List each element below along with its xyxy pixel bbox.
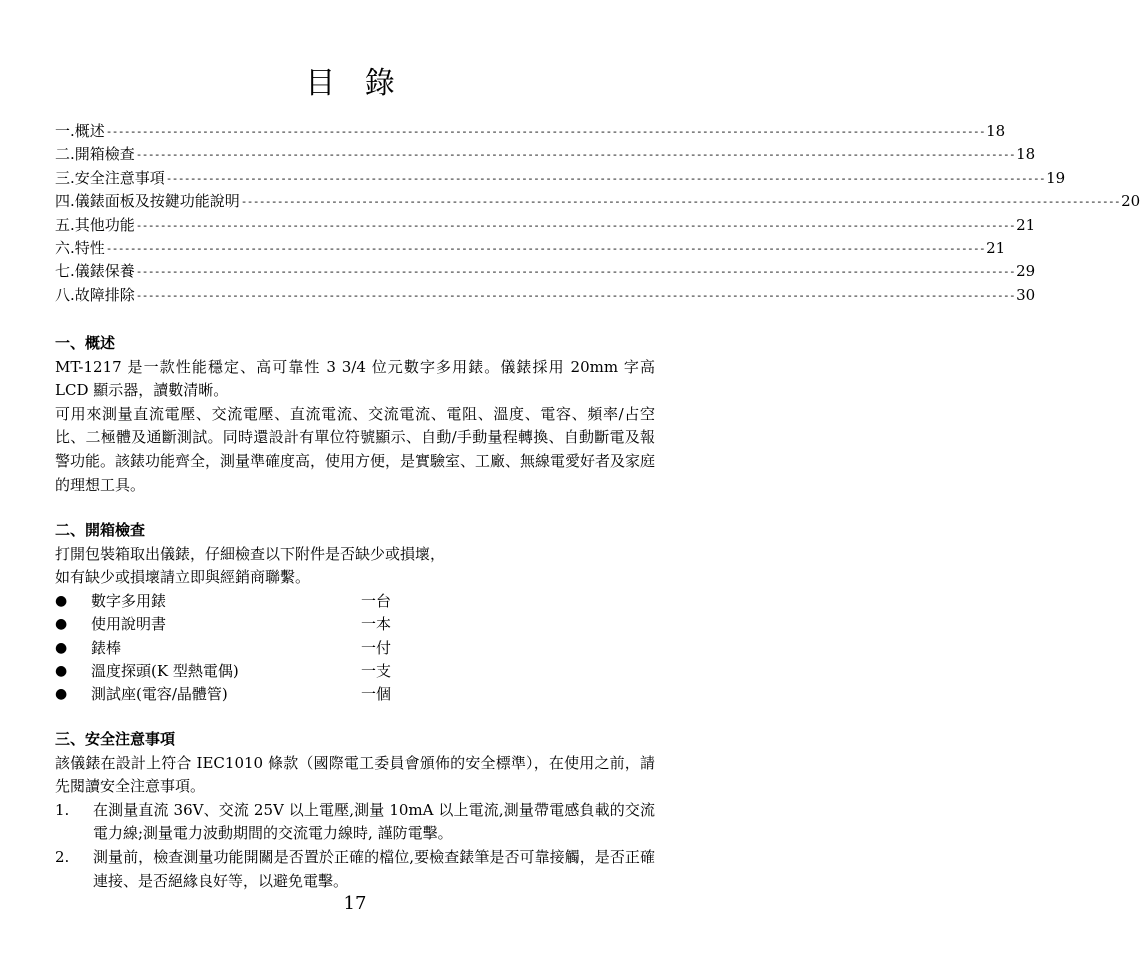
toc-label: 七.儀錶保養 bbox=[55, 262, 135, 281]
overview-paragraph-1: MT-1217 是一款性能穩定、高可靠性 3 3/4 位元數字多用錶。儀錶採用 20mm 字高 LCD 顯示器，讀數清晰。 bbox=[55, 357, 655, 400]
item-text: 測量前，檢查測量功能開關是否置於正確的檔位,要檢查錶筆是否可靠接觸，是否正確連接、是否絕緣良好等，以避免電擊。 bbox=[93, 847, 655, 890]
list-item bbox=[55, 590, 655, 613]
toc-entry bbox=[55, 214, 1036, 237]
item-quantity: 一本 bbox=[361, 615, 392, 634]
section-heading: 一、概述 bbox=[55, 334, 116, 352]
item-name: 錶棒 bbox=[91, 638, 122, 657]
toc-page-number: 19 bbox=[1046, 168, 1066, 187]
toc-label: 三.安全注意事項 bbox=[55, 168, 165, 187]
document-page bbox=[55, 0, 1140, 954]
toc-entry bbox=[55, 167, 1066, 190]
section-heading: 三、安全注意事項 bbox=[55, 730, 176, 748]
overview-paragraph-2: 可用來測量直流電壓、交流電壓、直流電流、交流電流、電阻、溫度、電容、頻率/占空比、二極體及通斷測試。同時還設計有單位符號顯示、自動/手動量程轉換、自動斷電及報警功能。該錶功能齊全，測量準確度高，使用方便，是實驗室、工廠、無線電愛好者及家庭的理想工具。 bbox=[55, 404, 656, 494]
table-of-contents bbox=[55, 120, 1140, 307]
toc-leader: -------------------------------------------------------------------------------------------------------------------------------------------------- bbox=[135, 288, 1016, 302]
section-unpacking bbox=[55, 519, 655, 707]
toc-entry bbox=[55, 284, 1036, 307]
toc-leader: -------------------------------------------------------------------------------------------------------------------------------------------------- bbox=[105, 124, 986, 138]
toc-page-number: 18 bbox=[1016, 145, 1036, 164]
item-name: 數字多用錶 bbox=[91, 591, 167, 610]
safety-item bbox=[55, 846, 655, 893]
toc-label: 八.故障排除 bbox=[55, 285, 135, 304]
page-title: 目 錄 bbox=[305, 66, 405, 101]
bullet-icon: ● bbox=[55, 592, 68, 609]
bullet-icon: ● bbox=[55, 662, 68, 679]
toc-label: 四.儀錶面板及按鍵功能說明 bbox=[55, 192, 240, 211]
list-item bbox=[55, 683, 655, 706]
toc-leader: -------------------------------------------------------------------------------------------------------------------------------------------------- bbox=[135, 265, 1016, 279]
item-number: 1. bbox=[55, 800, 70, 819]
item-quantity: 一個 bbox=[361, 685, 392, 704]
page-number: 17 bbox=[343, 893, 367, 914]
unpacking-text-2: 如有缺少或損壞請立即與經銷商聯繫。 bbox=[55, 568, 311, 587]
list-item bbox=[55, 660, 655, 683]
toc-page-number: 18 bbox=[986, 121, 1006, 140]
list-item bbox=[55, 613, 655, 636]
toc-label: 二.開箱檢查 bbox=[55, 145, 135, 164]
toc-entry bbox=[55, 190, 1140, 213]
item-text: 在測量直流 36V、交流 25V 以上電壓,測量 10mA 以上電流,測量帶電感負載的交流電力線;測量電力波動期間的交流電力線時, 謹防電擊。 bbox=[93, 800, 655, 843]
toc-entry bbox=[55, 120, 1006, 143]
toc-leader: -------------------------------------------------------------------------------------------------------------------------------------------------- bbox=[105, 241, 986, 255]
list-item bbox=[55, 637, 655, 660]
bullet-icon: ● bbox=[55, 686, 68, 703]
item-quantity: 一台 bbox=[361, 591, 392, 610]
toc-entry bbox=[55, 260, 1036, 283]
toc-label: 六.特性 bbox=[55, 238, 105, 257]
safety-list bbox=[55, 799, 655, 893]
item-name: 溫度探頭(K 型熱電偶) bbox=[91, 661, 239, 680]
toc-page-number: 21 bbox=[1016, 215, 1036, 234]
toc-entry bbox=[55, 143, 1036, 166]
section-safety bbox=[55, 728, 655, 893]
toc-leader: -------------------------------------------------------------------------------------------------------------------------------------------------- bbox=[135, 218, 1016, 232]
toc-leader: -------------------------------------------------------------------------------------------------------------------------------------------------- bbox=[165, 171, 1046, 185]
toc-label: 五.其他功能 bbox=[55, 215, 135, 234]
toc-leader: -------------------------------------------------------------------------------------------------------------------------------------------------- bbox=[135, 148, 1016, 162]
toc-leader: -------------------------------------------------------------------------------------------------------------------------------------------------- bbox=[240, 195, 1121, 209]
accessory-list bbox=[55, 590, 655, 707]
unpacking-text-1: 打開包裝箱取出儀錶，仔細檢查以下附件是否缺少或損壞， bbox=[55, 544, 446, 563]
item-number: 2. bbox=[55, 847, 70, 866]
toc-page-number: 30 bbox=[1016, 285, 1036, 304]
toc-page-number: 29 bbox=[1016, 262, 1036, 281]
safety-item bbox=[55, 799, 655, 846]
item-quantity: 一支 bbox=[361, 661, 392, 680]
item-quantity: 一付 bbox=[361, 638, 392, 657]
bullet-icon: ● bbox=[55, 639, 68, 656]
toc-label: 一.概述 bbox=[55, 121, 105, 140]
item-name: 測試座(電容/晶體管) bbox=[91, 685, 228, 704]
item-name: 使用說明書 bbox=[91, 615, 167, 634]
bullet-icon: ● bbox=[55, 616, 68, 633]
toc-page-number: 21 bbox=[986, 238, 1006, 257]
safety-intro: 該儀錶在設計上符合 IEC1010 條款（國際電工委員會頒佈的安全標準），在使用之前，請先閱讀安全注意事項。 bbox=[55, 753, 655, 796]
section-heading: 二、開箱檢查 bbox=[55, 521, 146, 539]
section-overview bbox=[55, 332, 655, 497]
toc-entry bbox=[55, 237, 1006, 260]
toc-page-number: 20 bbox=[1121, 192, 1140, 211]
